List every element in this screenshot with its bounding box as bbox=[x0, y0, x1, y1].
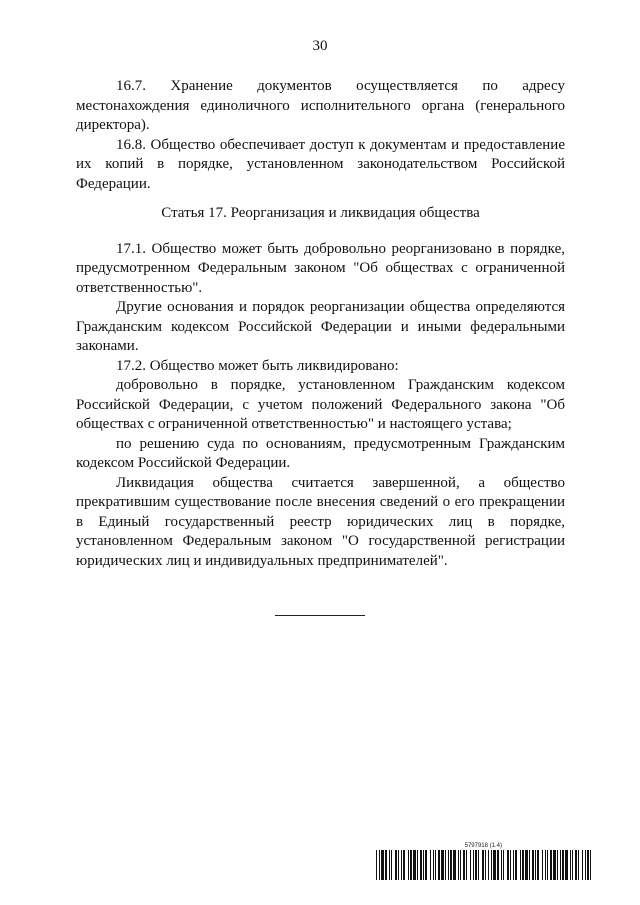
barcode-bar bbox=[497, 850, 499, 880]
barcode-bar bbox=[385, 850, 387, 880]
paragraph-17-1: 17.1. Общество может быть добровольно реорганизовано в порядке, предусмотренном Федеральным законом "Об обществах с ограниченной ответственностью". bbox=[76, 240, 565, 296]
barcode-bar bbox=[557, 850, 558, 880]
paragraph-17-2: 17.2. Общество может быть ликвидировано: bbox=[116, 357, 399, 374]
barcode-bar bbox=[553, 850, 556, 880]
barcode-bar bbox=[395, 850, 397, 880]
barcode-bar bbox=[493, 850, 496, 880]
barcode-bar bbox=[491, 850, 492, 880]
barcode-bar bbox=[507, 850, 509, 880]
barcode-bar bbox=[585, 850, 586, 880]
barcode-bar bbox=[485, 850, 486, 880]
barcode-bar bbox=[435, 850, 436, 880]
barcode-bar bbox=[501, 850, 502, 880]
paragraph-16-8: 16.8. Общество обеспечивает доступ к документам и предоставление их копий в порядке, установленном законодательством Российской Федерации. bbox=[76, 136, 565, 192]
barcode-bar bbox=[515, 850, 517, 880]
paragraph-17-2-court: по решению суда по основаниям, предусмотренным Гражданским кодексом Российской Федерации. bbox=[76, 435, 565, 471]
barcode-bar bbox=[379, 850, 380, 880]
barcode-bar bbox=[420, 850, 422, 880]
barcode-bar bbox=[376, 850, 377, 880]
barcode-bar bbox=[473, 850, 474, 880]
barcode-bar bbox=[441, 850, 444, 880]
barcode-bar bbox=[578, 850, 579, 880]
barcode-bar bbox=[413, 850, 416, 880]
barcode-bar bbox=[547, 850, 548, 880]
barcode-bar bbox=[510, 850, 511, 880]
barcode-bar bbox=[458, 850, 459, 880]
barcode-bar bbox=[425, 850, 427, 880]
barcode-bar bbox=[520, 850, 521, 880]
barcode-bar bbox=[475, 850, 477, 880]
barcode-bar bbox=[417, 850, 418, 880]
barcode-bar bbox=[401, 850, 402, 880]
barcode-bar bbox=[438, 850, 440, 880]
barcode-bar bbox=[448, 850, 449, 880]
barcode-bar bbox=[572, 850, 573, 880]
barcode-bar bbox=[466, 850, 467, 880]
barcode-bar bbox=[433, 850, 434, 880]
barcode-bar bbox=[408, 850, 409, 880]
barcode-bar bbox=[535, 850, 536, 880]
barcode-bar bbox=[430, 850, 431, 880]
barcode-block bbox=[376, 843, 592, 880]
barcode-bar bbox=[565, 850, 568, 880]
paragraph-17-2-voluntary: добровольно в порядке, установленном Гражданским кодексом Российской Федерации, с учетом положений Федерального закона "Об обществах с ограниченной ответственностью" и настоящего устава; bbox=[76, 377, 565, 432]
barcode-bar bbox=[470, 850, 471, 880]
barcode-bar bbox=[398, 850, 399, 880]
barcode-bar bbox=[582, 850, 583, 880]
barcode-bar bbox=[503, 850, 504, 880]
barcode-bar bbox=[522, 850, 524, 880]
barcode-bar bbox=[542, 850, 543, 880]
barcode-bar bbox=[389, 850, 390, 880]
barcode-bar bbox=[460, 850, 461, 880]
barcode-bar bbox=[403, 850, 405, 880]
paragraph-17-2-completion: Ликвидация общества считается завершенной, а общество прекратившим существование после внесения сведений о его прекращении в Единый государственный реестр юридических лиц в порядке, установленном Федеральным законом "О государственной регистрации юридических лиц и индивидуальных предпринимателей". bbox=[76, 474, 565, 569]
barcode-bar bbox=[482, 850, 484, 880]
barcode-bar bbox=[537, 850, 539, 880]
barcode-bar bbox=[525, 850, 528, 880]
barcode-bar bbox=[550, 850, 552, 880]
barcode-bar bbox=[453, 850, 456, 880]
barcode-icon bbox=[376, 850, 592, 880]
barcode-bar bbox=[391, 850, 392, 880]
barcode-bar bbox=[488, 850, 489, 880]
barcode-bar bbox=[450, 850, 452, 880]
paragraph-17-1-other-grounds: Другие основания и порядок реорганизации общества определяются Гражданским кодексом Российской Федерации и иными федеральными законами. bbox=[76, 299, 565, 354]
barcode-bar bbox=[478, 850, 479, 880]
barcode-bar bbox=[410, 850, 412, 880]
page-number: 30 bbox=[312, 38, 328, 54]
barcode-bar bbox=[562, 850, 564, 880]
barcode-bar bbox=[381, 850, 384, 880]
article-17-heading: Статья 17. Реорганизация и ликвидация общества bbox=[161, 205, 480, 221]
barcode-code: 5797918 (1.4) bbox=[464, 843, 502, 849]
barcode-bar bbox=[529, 850, 530, 880]
barcode-bar bbox=[570, 850, 571, 880]
barcode-bar bbox=[590, 850, 591, 880]
barcode-bar bbox=[463, 850, 465, 880]
end-divider-line bbox=[275, 615, 365, 616]
paragraph-16-7: 16.7. Хранение документов осуществляется по адресу местонахождения единоличного исполнительного органа (генерального директора). bbox=[76, 78, 565, 133]
barcode-bar bbox=[575, 850, 577, 880]
barcode-bar bbox=[423, 850, 424, 880]
barcode-bar bbox=[587, 850, 589, 880]
barcode-bar bbox=[545, 850, 546, 880]
barcode-bar bbox=[445, 850, 446, 880]
barcode-bar bbox=[513, 850, 514, 880]
barcode-bar bbox=[560, 850, 561, 880]
barcode-bar bbox=[532, 850, 534, 880]
document-body bbox=[76, 77, 565, 571]
